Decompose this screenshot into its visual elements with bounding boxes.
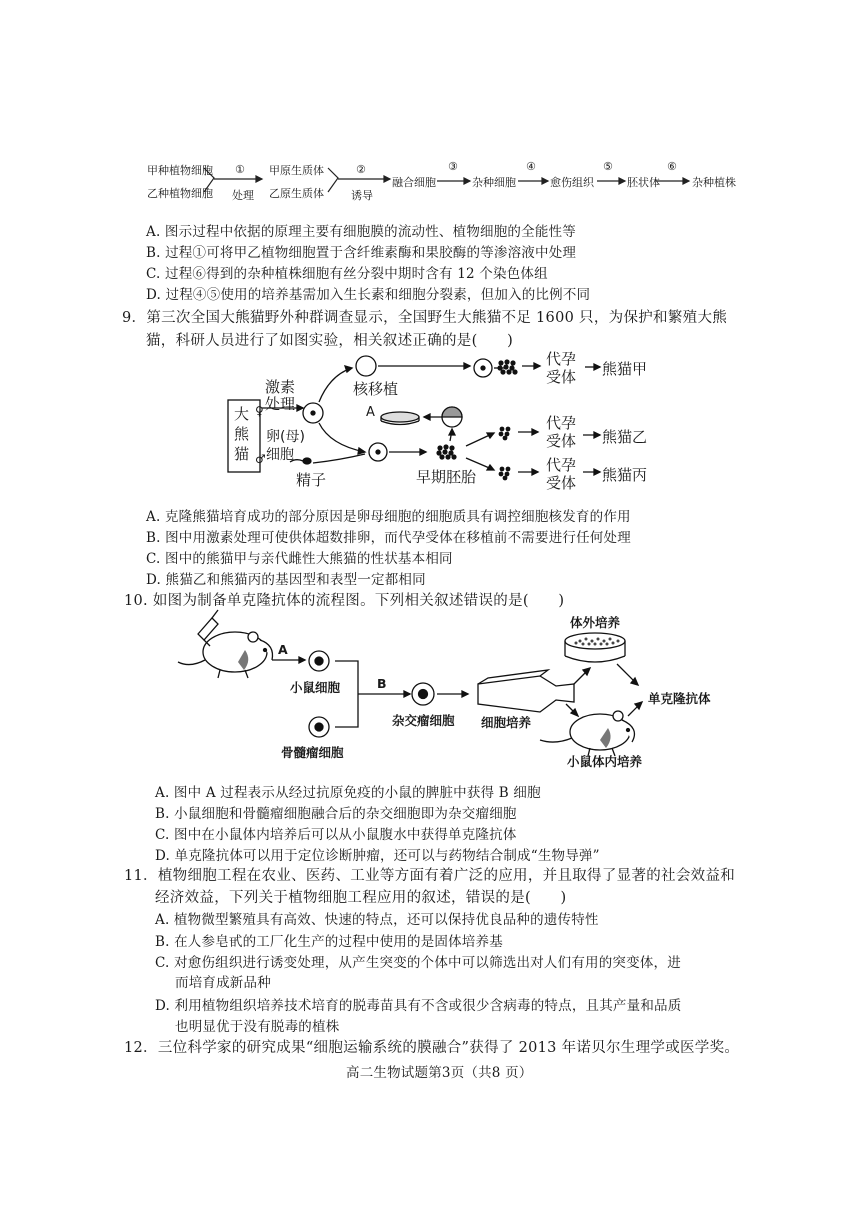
q8-step1: ① — [235, 163, 245, 176]
culture-flask-icon — [478, 670, 574, 712]
mouse-2-icon — [540, 711, 634, 756]
panda-char-2: 熊 — [234, 425, 250, 443]
q8-step2: ② — [356, 163, 366, 176]
q8-option-d: D. 过程④⑤使用的培养基需加入生长素和细胞分裂素，但加入的比例不同 — [146, 287, 591, 303]
q8-option-c: C. 过程⑥得到的杂种植株细胞有丝分裂中期时含有 12 个染色体组 — [146, 266, 548, 282]
egg-label-2: 细胞 — [266, 447, 294, 463]
q8-step1-label: 处理 — [232, 189, 254, 202]
q11-stem-line1: 11．植物细胞工程在农业、医药、工业等方面有着广泛的应用，并且取得了显著的社会效益和 — [124, 868, 736, 884]
q11-option-c-cont: 而培育成新品种 — [175, 975, 271, 991]
in-vivo-label: 小鼠体内培养 — [567, 754, 643, 769]
surrogate-2-line2: 受体 — [546, 432, 577, 450]
surrogate-1-line2: 受体 — [546, 368, 577, 386]
q8-option-b: B. 过程①可将甲乙植物细胞置于含纤维素酶和果胶酶的等渗溶液中处理 — [146, 245, 577, 261]
q9-option-d: D. 熊猫乙和熊猫丙的基因型和表型一定都相同 — [146, 572, 426, 588]
q9-stem-line2: 猫，科研人员进行了如图实验，相关叙述正确的是( ) — [146, 333, 514, 349]
egg-label-1: 卵(母) — [266, 429, 305, 445]
hormone-label-2: 处理 — [265, 395, 296, 413]
q10-stem: 10. 如图为制备单克隆抗体的流程图。下列相关叙述错误的是( ) — [124, 593, 565, 609]
q8-option-a: A. 图示过程中依据的原理主要有细胞膜的流动性、植物细胞的全能性等 — [146, 224, 576, 240]
myeloma-label: 骨髓瘤细胞 — [281, 745, 344, 760]
female-symbol: ♀ — [255, 404, 264, 418]
q8-step3: ③ — [448, 160, 458, 173]
q11-option-c: C. 对愈伤组织进行诱变处理，从产生突变的个体中可以筛选出对人们有用的突变体，进 — [155, 955, 681, 971]
early-embryo-label: 早期胚胎 — [416, 468, 477, 486]
q11-option-a: A. 植物微型繁殖具有高效、快速的特点，还可以保持优良品种的遗传特性 — [155, 912, 599, 928]
panda-char-1: 大 — [234, 405, 250, 423]
surrogate-3-line1: 代孕 — [546, 456, 577, 474]
dish-a-label: A — [366, 405, 375, 420]
hormone-label-1: 激素 — [265, 378, 296, 396]
q9-option-b: B. 图中用激素处理可使供体超数排卵，而代孕受体在移植前不需要进行任何处理 — [146, 530, 631, 546]
page-footer: 高二生物试题第3页（共8 页） — [346, 1065, 533, 1081]
q9-stem-line1: 9．第三次全国大熊猫野外种群调查显示，全国野生大熊猫不足 1600 只，为保护和繁殖大熊 — [122, 310, 728, 326]
surrogate-2-line1: 代孕 — [546, 414, 577, 432]
panda-char-3: 猫 — [234, 445, 250, 463]
cell-culture-label: 细胞培养 — [481, 715, 532, 730]
q9-option-a: A. 克隆熊猫培育成功的部分原因是卵母细胞的细胞质具有调控细胞核发育的作用 — [146, 509, 631, 525]
q8-callus: 愈伤组织 — [550, 176, 594, 189]
q8-proto-b: 乙原生质体 — [269, 187, 324, 200]
panda-c-label: 熊猫丙 — [602, 466, 648, 484]
q8-step5: ⑤ — [603, 160, 613, 173]
sperm-label: 精子 — [296, 471, 327, 489]
q11-option-b: B. 在人参皂甙的工厂化生产的过程中使用的是固体培养基 — [155, 934, 503, 950]
antibody-label: 单克隆抗体 — [648, 691, 711, 706]
q8-embryoid: 胚状体 — [627, 176, 660, 189]
surrogate-1-line1: 代孕 — [546, 350, 577, 368]
in-vitro-label: 体外培养 — [570, 615, 621, 630]
panda-b-label: 熊猫乙 — [602, 428, 648, 446]
q10-option-b: B. 小鼠细胞和骨髓瘤细胞融合后的杂交细胞即为杂交瘤细胞 — [155, 806, 517, 822]
q11-stem-line2: 经济效益，下列关于植物细胞工程应用的叙述，错误的是( ) — [155, 890, 567, 906]
q8-step4: ④ — [526, 160, 536, 173]
q10-option-d: D. 单克隆抗体可以用于定位诊断肿瘤，还可以与药物结合制成“生物导弹” — [155, 848, 600, 864]
panda-a-label: 熊猫甲 — [602, 360, 648, 378]
q10-arrow-b-label: B — [377, 676, 387, 691]
male-symbol: ♂ — [255, 452, 266, 466]
q8-fused-cell: 融合细胞 — [392, 176, 436, 189]
q10-arrow-a-label: A — [278, 642, 288, 657]
q10-option-c: C. 图中在小鼠体内培养后可以从小鼠腹水中获得单克隆抗体 — [155, 827, 517, 843]
petri-dish-icon — [565, 633, 625, 662]
nuclear-transfer-label: 核移植 — [353, 380, 399, 398]
mouse-cell-label: 小鼠细胞 — [290, 680, 341, 695]
hybridoma-label: 杂交瘤细胞 — [392, 713, 455, 728]
q8-step2-label: 诱导 — [351, 189, 373, 202]
q11-option-d: D. 利用植物组织培养技术培育的脱毒苗具有不含或很少含病毒的特点，且其产量和品质 — [155, 998, 682, 1014]
q8-step6: ⑥ — [667, 160, 677, 173]
q8-cell-b: 乙种植物细胞 — [147, 187, 213, 200]
q10-option-a: A. 图中 A 过程表示从经过抗原免疫的小鼠的脾脏中获得 B 细胞 — [155, 785, 541, 801]
q12-stem: 12．三位科学家的研究成果“细胞运输系统的膜融合”获得了 2013 年诺贝尔生理学或医学奖。 — [124, 1040, 740, 1056]
q8-proto-a: 甲原生质体 — [269, 164, 324, 177]
q8-hybrid-cell: 杂种细胞 — [472, 176, 516, 189]
q8-cell-a: 甲种植物细胞 — [147, 164, 213, 177]
mouse-1-icon — [178, 610, 273, 678]
q9-option-c: C. 图中的熊猫甲与亲代雌性大熊猫的性状基本相同 — [146, 551, 453, 567]
surrogate-3-line2: 受体 — [546, 474, 577, 492]
q8-hybrid-plant: 杂种植株 — [692, 176, 736, 189]
q11-option-d-cont: 也明显优于没有脱毒的植株 — [175, 1019, 340, 1035]
